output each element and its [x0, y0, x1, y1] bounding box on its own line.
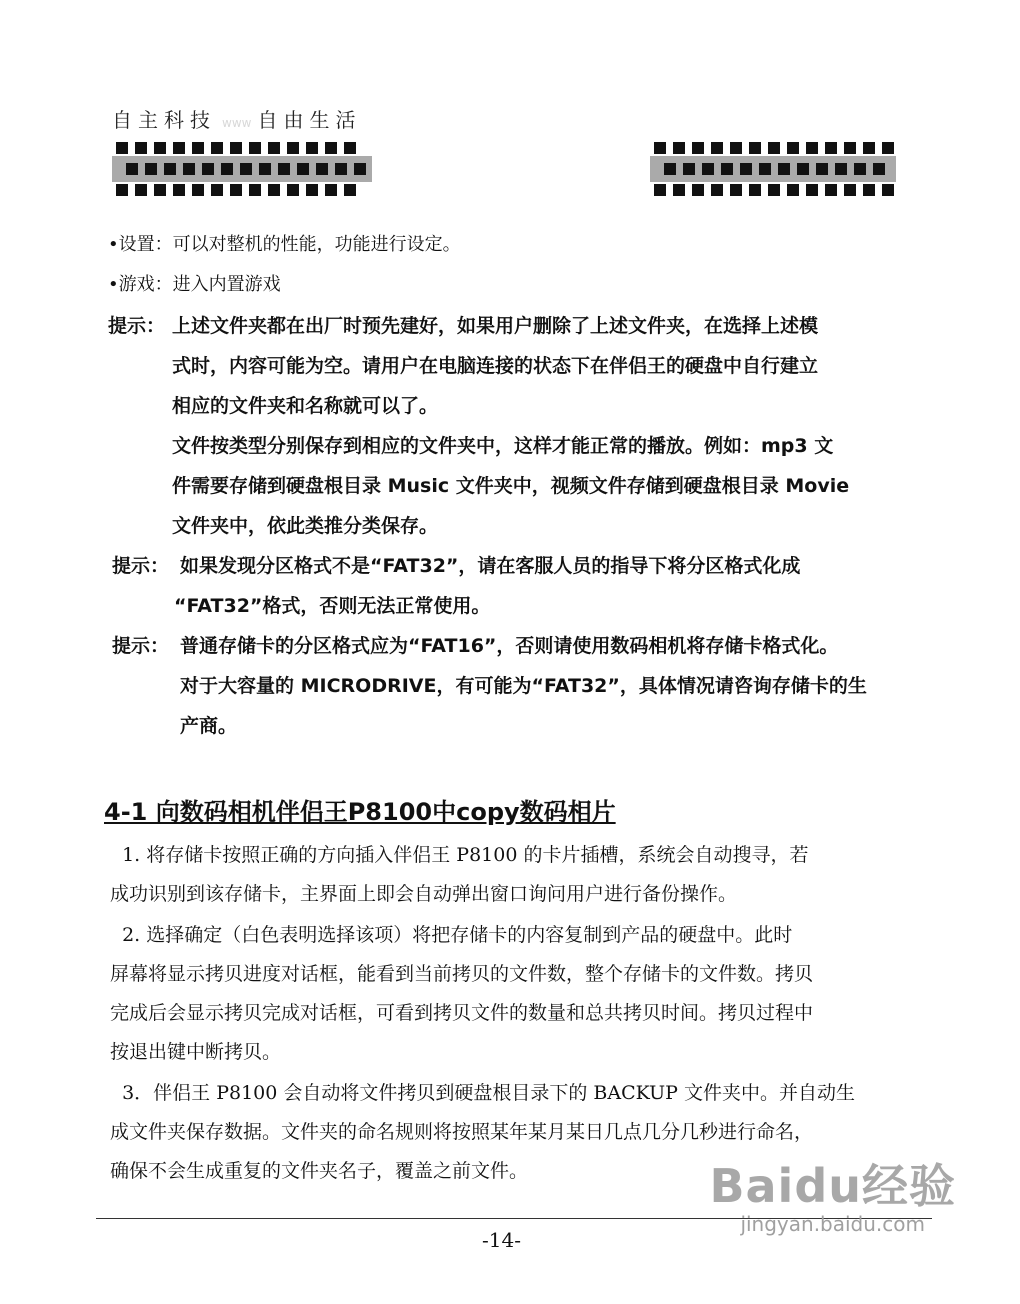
paragraph-line: 2. 选择确定（白色表明选择该项）将把存储卡的内容复制到产品的硬盘中。此时	[110, 924, 793, 946]
bullet-settings: •设置：可以对整机的性能，功能进行设定。	[108, 234, 461, 255]
checker-square	[268, 142, 280, 154]
note-line: 式时，内容可能为空。请用户在电脑连接的状态下在伴侣王的硬盘中自行建立	[172, 355, 819, 377]
header-slogan	[112, 104, 361, 133]
paragraph-2	[110, 916, 920, 1072]
checker-square	[325, 142, 337, 154]
note-line: 文件按类型分别保存到相应的文件夹中，这样才能正常的播放。例如：mp3 文	[172, 435, 834, 457]
checker-square	[135, 142, 147, 154]
checker-square	[173, 184, 185, 196]
checker-square	[306, 184, 318, 196]
note-label: 提示：	[112, 635, 170, 657]
checker-square	[230, 184, 242, 196]
note-line: 对于大容量的 MICRODRIVE，有可能为“FAT32”，具体情况请咨询存储卡的生	[180, 675, 867, 697]
paragraph-1	[110, 836, 920, 914]
note-folders	[108, 306, 849, 546]
checker-square	[768, 184, 780, 196]
checker-square	[702, 163, 714, 175]
checker-square	[825, 184, 837, 196]
checker-square	[844, 142, 856, 154]
checker-square	[654, 142, 666, 154]
note-label: 提示：	[112, 555, 170, 577]
checker-square	[344, 142, 356, 154]
checker-square	[354, 163, 366, 175]
note-line: 产商。	[180, 715, 238, 737]
checker-square	[116, 142, 128, 154]
checker-square	[192, 184, 204, 196]
paragraph-line: 屏幕将显示拷贝进度对话框，能看到当前拷贝的文件数，整个存储卡的文件数。拷贝	[110, 963, 814, 985]
checker-banner-right	[650, 142, 896, 196]
checker-square	[863, 142, 875, 154]
checker-square	[306, 142, 318, 154]
checker-square	[844, 184, 856, 196]
checker-square	[749, 142, 761, 154]
checker-square	[344, 184, 356, 196]
checker-square	[730, 142, 742, 154]
note-fat16	[112, 626, 867, 746]
slogan-right: 自由生活	[257, 108, 362, 132]
watermark-url: jingyan.baidu.com	[740, 1212, 925, 1236]
checker-square	[154, 142, 166, 154]
note-line: 普通存储卡的分区格式应为“FAT16”，否则请使用数码相机将存储卡格式化。	[180, 635, 839, 657]
checker-square	[806, 184, 818, 196]
checker-square	[740, 163, 752, 175]
checker-square	[664, 163, 676, 175]
slogan-mid: www	[222, 116, 252, 130]
checker-square	[278, 163, 290, 175]
checker-square	[787, 142, 799, 154]
checker-square	[211, 142, 223, 154]
checker-square	[882, 184, 894, 196]
checker-square	[173, 142, 185, 154]
section-title: 4-1 向数码相机伴侣王P8100中copy数码相片	[104, 798, 616, 826]
slogan-left: 自主科技	[112, 108, 216, 132]
checker-square	[192, 142, 204, 154]
checker-square	[316, 163, 328, 175]
checker-pattern-left	[112, 142, 372, 196]
bullet-games: •游戏：进入内置游戏	[108, 274, 281, 295]
note-line: 件需要存储到硬盘根目录 Music 文件夹中，视频文件存储到硬盘根目录 Movie	[172, 475, 850, 497]
checker-square	[825, 142, 837, 154]
checker-square	[692, 184, 704, 196]
checker-square	[135, 184, 147, 196]
checker-square	[673, 142, 685, 154]
page-number: -14-	[482, 1228, 521, 1252]
note-label: 提示：	[108, 315, 166, 337]
checker-square	[787, 184, 799, 196]
checker-square	[863, 184, 875, 196]
note-line: “FAT32”格式，否则无法正常使用。	[174, 595, 491, 617]
checker-square	[816, 163, 828, 175]
paragraph-line: 确保不会生成重复的文件夹名子，覆盖之前文件。	[110, 1160, 529, 1182]
paragraph-line: 按退出键中断拷贝。	[110, 1041, 282, 1063]
note-line: 如果发现分区格式不是“FAT32”，请在客服人员的指导下将分区格式化成	[180, 555, 801, 577]
checker-square	[297, 163, 309, 175]
checker-square	[854, 163, 866, 175]
checker-square	[683, 163, 695, 175]
checker-pattern-right	[650, 142, 896, 196]
paragraph-line: 3．伴侣王 P8100 会自动将文件拷贝到硬盘根目录下的 BACKUP 文件夹中。并自动生	[110, 1082, 856, 1104]
checker-square	[164, 163, 176, 175]
checker-square	[183, 163, 195, 175]
checker-square	[230, 142, 242, 154]
checker-square	[259, 163, 271, 175]
note-line: 上述文件夹都在出厂时预先建好，如果用户删除了上述文件夹，在选择上述模	[172, 315, 819, 337]
paragraph-line: 成功识别到该存储卡，主界面上即会自动弹出窗口询问用户进行备份操作。	[110, 883, 738, 905]
watermark-logo: Baidu经验	[709, 1159, 956, 1213]
checker-square	[835, 163, 847, 175]
note-line: 文件夹中，依此类推分类保存。	[172, 515, 439, 537]
checker-square	[806, 142, 818, 154]
checker-square	[287, 142, 299, 154]
checker-square	[221, 163, 233, 175]
note-fat32	[112, 546, 800, 626]
checker-square	[797, 163, 809, 175]
checker-square	[126, 163, 138, 175]
checker-square	[768, 142, 780, 154]
checker-square	[873, 163, 885, 175]
watermark	[709, 1150, 956, 1236]
paragraph-line: 完成后会显示拷贝完成对话框，可看到拷贝文件的数量和总共拷贝时间。拷贝过程中	[110, 1002, 814, 1024]
paragraph-line: 成文件夹保存数据。文件夹的命名规则将按照某年某月某日几点几分几秒进行命名，	[110, 1121, 814, 1143]
checker-square	[287, 184, 299, 196]
note-line: 相应的文件夹和名称就可以了。	[172, 395, 439, 417]
checker-square	[202, 163, 214, 175]
checker-square	[730, 184, 742, 196]
checker-square	[249, 184, 261, 196]
checker-square	[154, 184, 166, 196]
checker-banner-left	[112, 142, 372, 196]
checker-square	[116, 184, 128, 196]
checker-square	[335, 163, 347, 175]
paragraph-line: 1. 将存储卡按照正确的方向插入伴侣王 P8100 的卡片插槽，系统会自动搜寻，若	[110, 844, 809, 866]
checker-square	[268, 184, 280, 196]
checker-square	[249, 142, 261, 154]
checker-square	[759, 163, 771, 175]
checker-square	[673, 184, 685, 196]
checker-square	[692, 142, 704, 154]
checker-square	[721, 163, 733, 175]
checker-square	[778, 163, 790, 175]
checker-square	[145, 163, 157, 175]
checker-square	[240, 163, 252, 175]
checker-square	[325, 184, 337, 196]
checker-square	[654, 184, 666, 196]
checker-square	[711, 184, 723, 196]
checker-square	[211, 184, 223, 196]
checker-square	[749, 184, 761, 196]
checker-square	[711, 142, 723, 154]
checker-square	[882, 142, 894, 154]
